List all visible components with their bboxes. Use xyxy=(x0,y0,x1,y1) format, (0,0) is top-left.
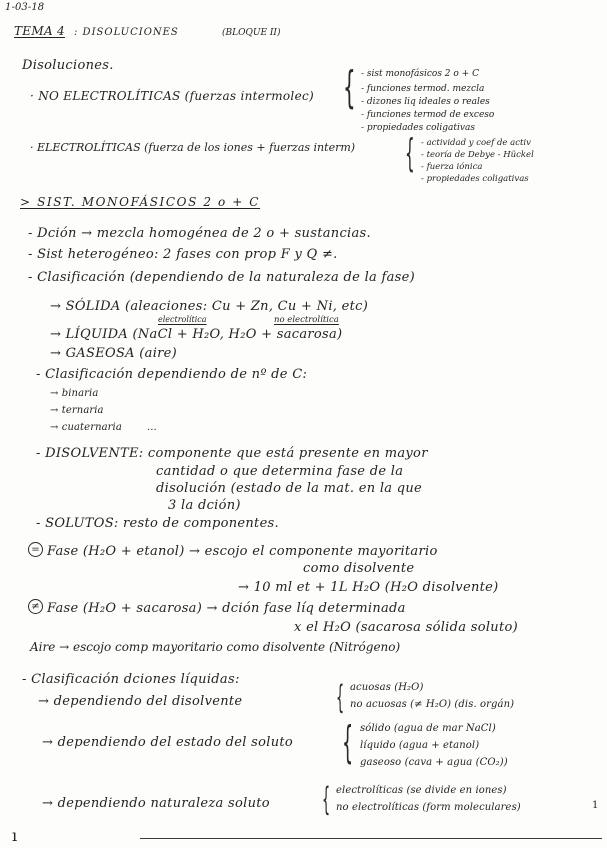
electroliticas: · ELECTROLÍTICAS (fuerza de los iones + fuerzas interm) xyxy=(30,141,356,154)
clasif-group-label: → dependiendo del estado del soluto xyxy=(42,735,294,750)
solida-line: → SÓLIDA (aleaciones: Cu + Zn, Cu + Ni, etc) xyxy=(50,299,369,314)
list-item: - fuerza iónica xyxy=(421,162,483,172)
page-number: 1 xyxy=(592,800,599,811)
page-title: : DISOLUCIONES xyxy=(74,27,179,38)
list-item: - funciones termod de exceso xyxy=(361,110,495,120)
gaseosa-line: → GASEOSA (aire) xyxy=(50,346,178,361)
bloque-label: (BLOQUE II) xyxy=(222,28,281,38)
list-item: electrolíticas (se divide en iones) xyxy=(336,785,507,796)
brace-icon: { xyxy=(336,678,345,716)
brace-icon: { xyxy=(342,717,354,768)
example-line: x el H₂O (sacarosa sólida soluto) xyxy=(294,620,518,635)
aire-line: Aire → escojo comp mayoritario como disolvente (Nitrógeno) xyxy=(30,640,401,654)
list-item: no electrolíticas (form moleculares) xyxy=(336,802,521,813)
heterogeneo-line: - Sist heterogéneo: 2 fases con prop F y Q ≠. xyxy=(28,247,338,262)
liquida-line: → LÍQUIDA (NaCl + H₂O, H₂O + sacarosa) xyxy=(50,327,343,342)
disolvente-line: cantidad o que determina fase de la xyxy=(156,464,404,479)
list-item: no acuosas (≠ H₂O) (dis. orgán) xyxy=(350,699,515,710)
list-item: → cuaternaria xyxy=(50,422,122,433)
no-electroliticas: · NO ELECTROLÍTICAS (fuerzas intermolec) xyxy=(30,89,314,103)
list-item: - propiedades coligativas xyxy=(361,123,475,133)
clasif-group-label: → dependiendo del disolvente xyxy=(38,694,243,709)
list-item: acuosas (H₂O) xyxy=(350,682,424,693)
list-item: sólido (agua de mar NaCl) xyxy=(360,723,496,734)
list-item: líquido (agua + etanol) xyxy=(360,740,480,751)
example-line: Fase (H₂O + sacarosa) → dción fase líq determinada xyxy=(47,601,406,616)
date: 1-03-18 xyxy=(5,2,45,13)
brace-icon: { xyxy=(322,780,331,818)
list-item: - funciones termod. mezcla xyxy=(361,84,485,94)
annot-electrolitica: electrolítica xyxy=(158,315,207,324)
list-item: gaseoso (cava + agua (CO₂)) xyxy=(360,757,508,768)
clasif-c-line: - Clasificación dependiendo de nº de C: xyxy=(36,367,308,382)
clasif-group-label: → dependiendo naturaleza soluto xyxy=(42,796,270,811)
sist-heading: > SIST. MONOFÁSICOS 2 o + C xyxy=(20,195,261,209)
list-item: → ternaria xyxy=(50,405,104,416)
bottom-divider xyxy=(140,838,602,839)
list-item: - dizones liq ideales o reales xyxy=(361,97,490,107)
disolvente-line: disolución (estado de la mat. en la que xyxy=(156,481,423,496)
clasif-liq-heading: - Clasificación dciones líquidas: xyxy=(22,672,240,687)
brace-icon: { xyxy=(343,62,356,113)
tema-label: TEMA 4 xyxy=(14,24,65,38)
list-item: → binaria xyxy=(50,388,99,399)
annot-no-electrolitica: no electrolítica xyxy=(274,315,339,325)
example-line: → 10 ml et + 1L H₂O (H₂O disolvente) xyxy=(238,580,499,595)
brace-icon: { xyxy=(405,131,415,175)
disoluciones-heading: Disoluciones. xyxy=(22,58,114,73)
example-line: como disolvente xyxy=(303,561,415,576)
example-line: Fase (H₂O + etanol) → escojo el componente mayoritario xyxy=(47,544,438,559)
disolvente-line: - DISOLVENTE: componente que está presente en mayor xyxy=(36,446,428,461)
list-item: - teoría de Debye - Hückel xyxy=(421,150,534,160)
corner-mark: ı xyxy=(12,826,18,845)
equal-circle-icon: = xyxy=(28,542,43,557)
not-equal-circle-icon: ≠ xyxy=(28,599,43,614)
solutos-line: - SOLUTOS: resto de componentes. xyxy=(36,516,279,531)
list-item: - actividad y coef de activ xyxy=(421,138,531,148)
clasificacion-line: - Clasificación (dependiendo de la naturaleza de la fase) xyxy=(28,270,416,285)
disolvente-line: 3 la dción) xyxy=(168,498,241,513)
list-item: - propiedades coligativas xyxy=(421,174,529,184)
dcion-line: - Dción → mezcla homogénea de 2 o + sustancias. xyxy=(28,226,371,241)
list-item: - sist monofásicos 2 o + C xyxy=(361,69,479,79)
list-item: ... xyxy=(147,422,157,433)
